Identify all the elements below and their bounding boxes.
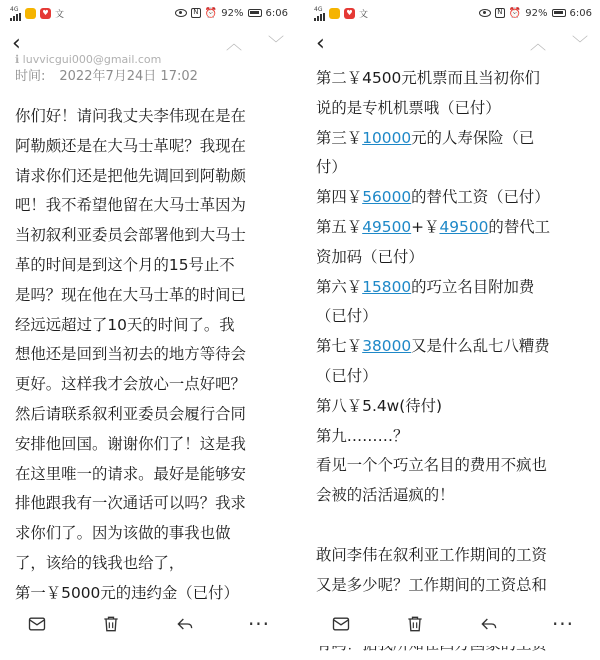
email-body-right — [304, 64, 600, 604]
battery-icon — [552, 9, 566, 17]
email-text-right — [316, 64, 590, 660]
app-yellow-icon — [329, 8, 340, 19]
body-line: 求你们了。因为该做的事我也做 — [15, 524, 231, 543]
text-segment: 第五￥ — [316, 217, 363, 236]
nav-arrows — [226, 36, 284, 52]
text-segment: 第二￥4500元机票而且当初你们 — [316, 69, 540, 87]
body-line: 经远远超过了10天的时间了。我 — [15, 315, 235, 334]
network-label: 4G — [314, 5, 323, 13]
status-bar — [304, 0, 600, 26]
body-line — [316, 422, 590, 452]
text-segment: 第八￥5.4w(待付) — [316, 396, 443, 415]
body-line — [316, 392, 590, 422]
status-right — [175, 8, 288, 19]
bottom-toolbar — [304, 602, 600, 646]
body-line: 吧！我不希望他留在大马士革因为 — [15, 196, 246, 215]
reply-icon[interactable] — [469, 609, 509, 639]
divider — [296, 0, 304, 646]
signal-icon — [314, 6, 325, 21]
status-left — [10, 6, 64, 21]
mail-icon[interactable] — [17, 609, 57, 639]
clock: 6:06 — [265, 7, 288, 19]
body-line — [316, 541, 590, 571]
text-segment: 的替代工 — [488, 217, 550, 236]
amount-link[interactable]: 15800 — [362, 277, 412, 296]
app-red-icon: ♥ — [344, 8, 355, 19]
body-line: 想他还是回到当初去的地方等待会 — [15, 345, 246, 364]
text-segment: 敢问李伟在叙利亚工作期间的工资 — [316, 545, 547, 564]
amount-link[interactable]: 38000 — [362, 337, 412, 356]
text-segment: 资加码（已付） — [316, 247, 424, 266]
back-icon[interactable]: ‹ — [316, 31, 325, 56]
status-bar — [0, 0, 296, 26]
body-line — [316, 332, 590, 362]
nav-arrows — [530, 36, 588, 52]
battery-label: 92% — [525, 7, 548, 19]
body-line: 当初叙利亚委员会部署他到大马士 — [15, 226, 246, 245]
body-line: 阿勒颇还是在大马士革呢？我现在 — [15, 136, 246, 155]
text-segment: 会被的活活逼疯的！ — [316, 486, 455, 505]
text-segment: （已付） — [316, 307, 378, 326]
body-line — [316, 183, 590, 213]
email-time — [15, 66, 284, 88]
nfc-icon: N — [495, 8, 505, 18]
battery-icon — [248, 9, 262, 17]
text-segment: （已付） — [316, 366, 378, 385]
bottom-toolbar — [0, 602, 296, 646]
previous-email-icon[interactable]: ︿ — [225, 34, 242, 53]
more-label: ··· — [551, 612, 575, 636]
alarm-icon: ⏰ — [204, 7, 218, 19]
next-email-icon[interactable]: ﹀ — [267, 34, 284, 53]
text-segment: 付） — [316, 158, 347, 177]
body-line — [316, 273, 590, 303]
email-body-left — [0, 53, 296, 602]
clock: 6:06 — [569, 7, 592, 19]
signal-icon — [10, 6, 21, 21]
email-text-left — [15, 102, 284, 638]
text-segment: 看见一个个巧立名目的费用不疯也 — [316, 456, 547, 475]
body-line — [316, 64, 590, 94]
back-icon[interactable]: ‹ — [12, 31, 21, 56]
status-left — [314, 6, 368, 21]
app-red-icon: ♥ — [40, 8, 51, 19]
body-line: 第一￥5000元的违约金（已付） — [15, 583, 239, 602]
text-segment: 第九………？ — [316, 426, 409, 445]
status-right — [479, 8, 592, 19]
body-line: 然后请联系叙利亚委员会履行合同 — [15, 404, 246, 423]
battery-label: 92% — [221, 7, 244, 19]
sender-address: ℹ luvvicgui000@gmail.com — [15, 53, 162, 66]
amount-link[interactable]: 49500 — [439, 217, 489, 236]
more-label: ··· — [247, 612, 271, 636]
body-line — [316, 451, 590, 481]
app-yellow-icon — [25, 8, 36, 19]
body-line — [316, 571, 590, 601]
screenshot-right — [304, 0, 600, 646]
mail-icon[interactable] — [321, 609, 361, 639]
body-line: 革的时间是到这个月的15号止不 — [15, 255, 235, 274]
amount-link[interactable]: 56000 — [362, 188, 412, 207]
network-label: 4G — [10, 5, 19, 13]
screenshot-left — [0, 0, 296, 646]
trash-icon[interactable] — [395, 609, 435, 639]
text-segment: 第三￥ — [316, 128, 363, 147]
body-line: 安排他回国。谢谢你们了！这是我 — [15, 434, 246, 453]
reply-icon[interactable] — [165, 609, 205, 639]
body-line — [316, 213, 590, 243]
body-line — [316, 243, 590, 273]
eye-icon — [479, 9, 491, 17]
body-line: 更好。这样我才会放心一点好吧？ — [15, 375, 246, 394]
body-line: 了，该给的钱我也给了， — [15, 553, 185, 572]
body-line: 排他跟我有一次通话可以吗？我求 — [15, 494, 246, 513]
body-line: 在这里唯一的请求。最好是能够安 — [15, 464, 246, 483]
body-line: 请求你们还是把他先调回到阿勒颇 — [15, 166, 246, 185]
body-line — [316, 94, 590, 124]
body-line — [316, 153, 590, 183]
text-segment: 又是什么乱七八糟费 — [411, 337, 550, 356]
body-line — [316, 302, 590, 332]
body-line — [316, 124, 590, 154]
previous-email-icon[interactable]: ︿ — [529, 34, 546, 53]
body-line: 是吗？现在他在大马士革的时间已 — [15, 285, 246, 304]
body-line — [316, 362, 590, 392]
app-text-icon: 文 — [55, 9, 65, 20]
text-segment: 第六￥ — [316, 277, 363, 296]
time-value: 2022年7月24日 17:02 — [59, 69, 198, 84]
text-segment: 的替代工资（已付） — [411, 188, 550, 207]
nav-bar — [304, 26, 600, 62]
text-segment: +￥ — [411, 217, 440, 236]
more-icon[interactable] — [543, 609, 583, 639]
app-text-icon: 文 — [359, 9, 369, 20]
amount-link[interactable]: 10000 — [362, 128, 412, 147]
text-segment: 元的人寿保险（已 — [411, 128, 535, 147]
text-segment: 的巧立名目附加费 — [411, 277, 535, 296]
amount-link[interactable]: 49500 — [362, 217, 412, 236]
body-line: 你们好！请问我丈夫李伟现在是在 — [15, 107, 246, 125]
eye-icon — [175, 9, 187, 17]
text-segment: 说的是专机机票哦（已付） — [316, 98, 501, 117]
more-icon[interactable] — [239, 609, 279, 639]
text-segment: 第四￥ — [316, 188, 363, 207]
trash-icon[interactable] — [91, 609, 131, 639]
next-email-icon[interactable]: ﹀ — [571, 34, 588, 53]
time-label: 时间: — [15, 69, 46, 84]
text-segment: 第七￥ — [316, 337, 363, 356]
alarm-icon: ⏰ — [508, 7, 522, 19]
nfc-icon: N — [191, 8, 201, 18]
paragraph-gap — [316, 511, 590, 541]
body-line — [316, 481, 590, 511]
text-segment: 又是多少呢？工作期间的工资总和 — [316, 575, 547, 594]
